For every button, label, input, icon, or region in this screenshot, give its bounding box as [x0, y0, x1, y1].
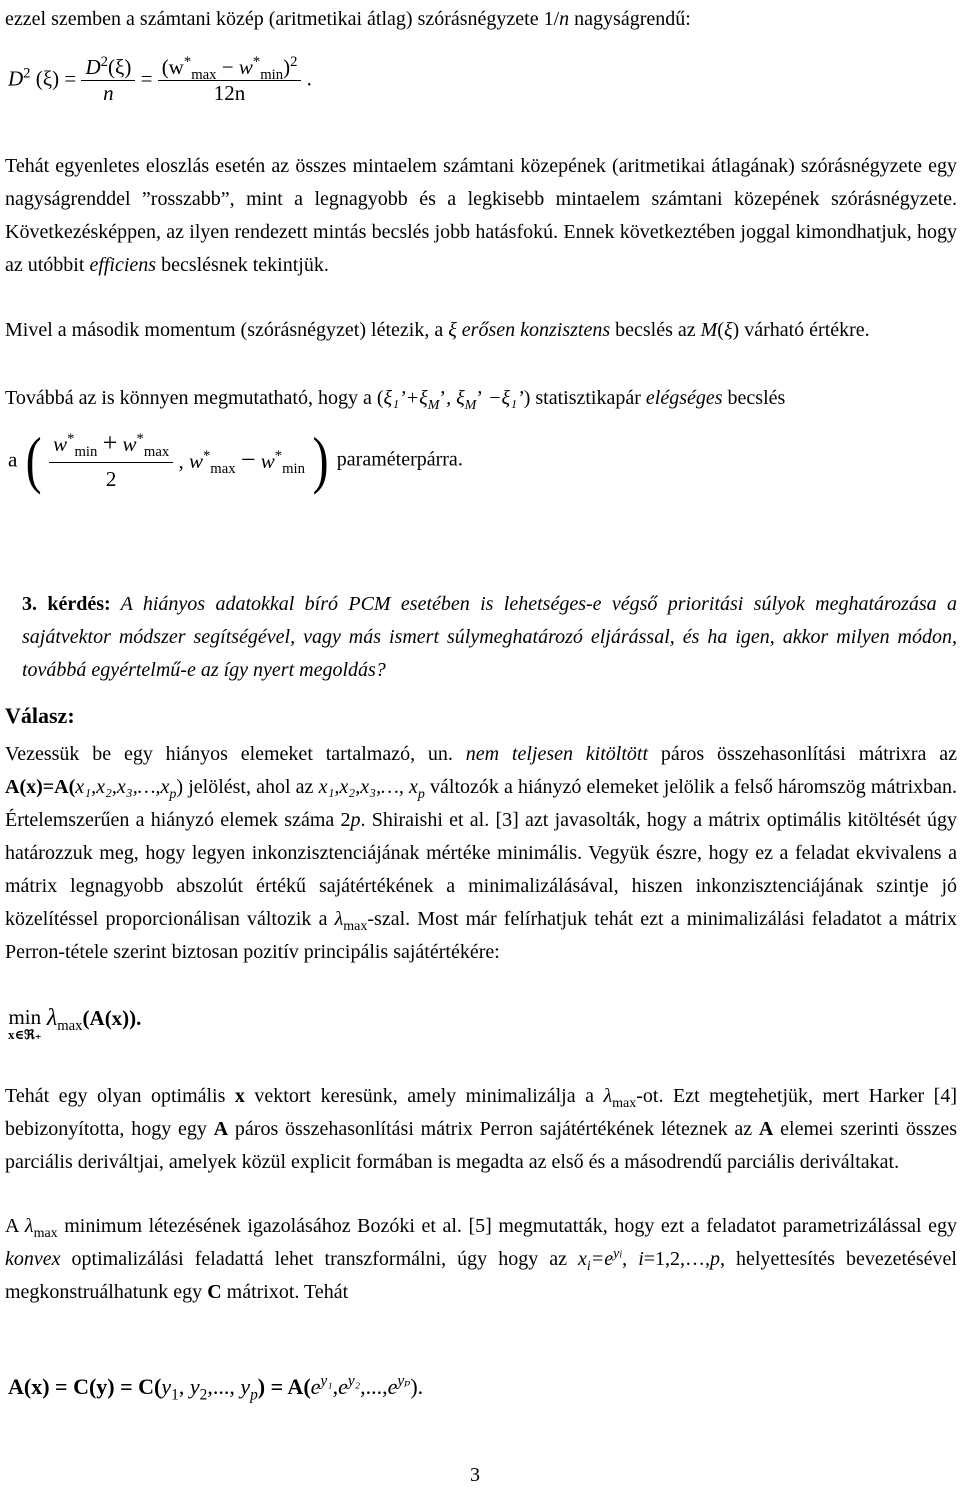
eq4-sup-2: y₂: [347, 1372, 361, 1390]
equation-parameter-pair: [8, 424, 463, 518]
page-number: 3: [470, 1464, 480, 1486]
eq1-lhs-exp: 2: [23, 65, 31, 82]
p3-italic: elégséges: [645, 387, 723, 409]
p3-comma: , ξ: [446, 387, 465, 409]
equation-minimization: [8, 1005, 141, 1043]
p4-a: Vezessük be egy hiányos elemeket tartalmazó, un.: [5, 743, 466, 765]
p5-max: max: [612, 1096, 637, 1111]
p6-lambda: λ: [24, 1215, 34, 1237]
p4-max: max: [343, 919, 368, 934]
p5-A: A: [213, 1118, 229, 1140]
eq2-prefix: a: [8, 447, 18, 472]
p4-p3: p: [350, 809, 361, 831]
eq3-lambda: λ: [46, 1005, 58, 1031]
eq4-close: ) = A(: [257, 1374, 311, 1399]
eq3-max: max: [57, 1018, 83, 1035]
paragraph-incomplete-matrix: [5, 738, 957, 969]
p6-g: mátrixot. Tehát: [221, 1281, 349, 1303]
eq1-frac1-exp: 2: [100, 54, 108, 70]
eq1-w: w: [238, 55, 253, 79]
eq4-sub-2: 2: [199, 1386, 208, 1404]
p2-c: (: [717, 319, 724, 341]
eq1-frac2: [158, 55, 302, 106]
p2-xi: ξ: [448, 319, 457, 341]
eq4-y1: y: [161, 1374, 172, 1399]
eq1-star1: *: [183, 54, 192, 70]
eq1-frac2-den: 12n: [158, 80, 302, 106]
intro-n: n: [559, 8, 570, 30]
eq1-equals: =: [140, 66, 153, 91]
p2-a: Mivel a második momentum (szórásnégyzet) létezik, a: [5, 319, 449, 341]
eq1-w-open: (w: [161, 55, 184, 79]
p4-c: ) jelölést, ahol az: [176, 776, 319, 798]
eq1-frac1-num: D: [85, 55, 101, 79]
p3-prime: ’: [439, 387, 447, 409]
eq2-min2: min: [282, 461, 305, 478]
equation-variance: [8, 55, 312, 106]
p5-lambda: λ: [603, 1085, 613, 1107]
p5-a: Tehát egy olyan optimális: [5, 1085, 235, 1107]
p5-b: vektort keresünk, amely minimalizálja a: [244, 1085, 604, 1107]
eq3-min: min: [8, 1005, 42, 1029]
eq1-lhs-arg: (ξ) =: [35, 66, 77, 91]
eq2-minus: −: [240, 445, 256, 474]
p3-M-2: M: [464, 398, 477, 413]
p4-f: -szal. Most már felírhatjuk tehát ezt a minimalizálási feladatot a mátrix Perron-tétele szerint biztosan pozitív principális sajátértékére:: [5, 908, 957, 963]
eq2-w2: w: [122, 432, 137, 456]
eq4-sub-p: p: [250, 1386, 258, 1404]
p6-d: ,: [622, 1248, 639, 1270]
eq4-e2: e: [338, 1374, 348, 1399]
eq1-sub-max: max: [191, 67, 217, 84]
p4-Ax: A(x)=A(: [5, 776, 76, 798]
p3-prime-2: ’: [476, 387, 484, 409]
q3-text: A hiányos adatokkal bíró PCM esetében is lehetséges-e végső prioritási súlyok meghatározása a sajátvektor módszer segítségével, vagy más ismert súlymeghatározó eljárással, és ha igen, akkor milyen módon, továbbá egyértelmű-e az így nyert megoldás?: [22, 593, 957, 681]
paragraph-harker: [5, 1080, 957, 1179]
eq1-lhs: D: [8, 66, 24, 91]
p2-italic: erősen konzisztens: [456, 319, 611, 341]
p6-f: , helyettesítés bevezetésével megkonstruálhatunk egy: [5, 1248, 957, 1303]
paragraph-sufficiency: [5, 382, 957, 415]
p6-xi: x: [578, 1248, 587, 1270]
equation-transformation: $A(x) = C(y) = C(y_1$, $y_2$,..., $y_p) = A(e^{y_1},e^{y_2},...,e^{y_p})$.: [8, 1372, 424, 1404]
eq4-lhs: A(x) = C(y) = C(: [8, 1374, 162, 1399]
eq4-end: ).: [410, 1374, 424, 1399]
p5-c: -ot. Ezt megtehetjük, mert Harker [4] bebizonyította, hogy egy: [5, 1085, 957, 1140]
p6-i2: i: [638, 1248, 644, 1270]
eq4-comma: ,: [178, 1374, 190, 1399]
eq1-frac1: [81, 55, 135, 106]
p6-b: minimum létezésének igazolásához Bozóki et al. [5] megmutatták, hogy ezt a feladatot parametrizálással egy: [57, 1215, 957, 1237]
eq2-w4: w: [260, 449, 275, 473]
eq2-den: 2: [49, 462, 173, 492]
p3-a: Továbbá az is könnyen megmutatható, hogy a (: [5, 387, 384, 409]
p6-a: A: [5, 1215, 25, 1237]
p6-i: i: [586, 1259, 591, 1274]
p6-p: p: [710, 1248, 721, 1270]
question-3: [22, 588, 957, 687]
p4-p2: p: [417, 787, 425, 802]
p2-b: becslés az: [610, 319, 701, 341]
p4-lambda: λ: [334, 908, 344, 930]
eq4-sup-1: y₁: [320, 1372, 333, 1390]
eq3-sub: x∈ℜ₊: [8, 1027, 42, 1042]
p5-e: elemei szerinti összes parciális deriváltjai, amelyek közül explicit formában is megadta az első és a másodrendű parciális deriváltakat.: [5, 1118, 957, 1173]
p4-p: p: [169, 787, 177, 802]
eq4-e1: e: [310, 1374, 321, 1399]
eq4-sub-1: 1: [171, 1386, 179, 1404]
intro-text: ezzel szemben a számtani közép (aritmetikai átlag) szórásnégyzete 1/: [5, 8, 560, 30]
eq2-star3: *: [202, 448, 211, 464]
eq2-max: max: [143, 444, 170, 461]
p4-vars2: x₁,x₂,x₃,…, x: [318, 776, 418, 798]
answer-heading: Válasz:: [5, 703, 75, 728]
p6-y: y: [613, 1246, 620, 1262]
eq3-arg: (A(x)).: [82, 1006, 142, 1030]
eq2-w3: w: [188, 449, 203, 473]
p3-c: becslés: [722, 387, 786, 409]
p6-c: optimalizálási feladattá lehet transzformálni, úgy hogy az: [60, 1248, 578, 1270]
eq1-close: ): [283, 55, 291, 79]
eq4-sup-p: yₚ: [397, 1372, 411, 1390]
eq1-end: .: [306, 66, 312, 91]
eq4-y2: y: [189, 1374, 200, 1399]
p2-M: M: [700, 319, 718, 341]
eq1-exp2: 2: [290, 54, 298, 70]
eq1-minus: −: [221, 55, 234, 79]
p3-formula: ξ₁’+ξ: [383, 387, 428, 409]
p3-b: ) statisztikapár: [523, 387, 646, 409]
p6-italic: konvex: [5, 1248, 61, 1270]
p6-e: =1,2,…,: [643, 1248, 711, 1270]
p4-italic: nem teljesen kitöltött: [465, 743, 649, 765]
p3-M: M: [427, 398, 440, 413]
p5-d: páros összehasonlítási mátrix Perron sajátértékének léteznek az: [228, 1118, 759, 1140]
eq1-frac1-den: n: [81, 80, 135, 106]
p5-x: x: [234, 1085, 245, 1107]
eq2-star4: *: [274, 448, 283, 464]
eq4-ep: e: [387, 1374, 398, 1399]
paragraph-bozoki: [5, 1210, 957, 1309]
p5-A2: A: [758, 1118, 774, 1140]
eq2-w1: w: [53, 432, 68, 456]
eq1-frac1-arg: (ξ): [107, 55, 132, 79]
eq4-yp: y: [240, 1374, 251, 1399]
eq2-comma: ,: [178, 449, 184, 473]
p4-e: . Shiraishi et al. [3] azt javasolták, hogy a mátrix optimális kitöltését úgy határozzuk meg, hogy legyen inkonzisztenciájának mértéke minimális. Vegyük észre, hogy ez a feladat ekvivalens a mátrix legnagyobb abszolút értékű sajátértékének a minimalizálásával, hiszen inkonzisztenciájának szintje jó közelítéssel proporcionálisan változik a: [5, 809, 958, 930]
eq2-plus: +: [102, 428, 118, 457]
paragraph-consistency: [5, 314, 957, 347]
eq2-frac: [49, 428, 173, 492]
eq1-sub-min: min: [260, 67, 284, 84]
p6-C: C: [207, 1281, 222, 1303]
p4-vars: x₁,x₂,x₃,…,x: [75, 776, 170, 798]
eq2-paren-open: (: [25, 424, 42, 495]
p4-b: páros összehasonlítási mátrixra az: [648, 743, 958, 765]
eq2-paren-close: ): [312, 424, 329, 495]
eq2-star2: *: [136, 431, 144, 447]
p6-eq: =e: [590, 1248, 614, 1270]
p2-d: ) várható értékre.: [732, 319, 870, 341]
p6-i-sup: i: [619, 1249, 623, 1261]
p3-minus: −ξ₁’: [483, 387, 524, 409]
eq2-suffix: paraméterpárra.: [336, 448, 463, 471]
p2-xi-2: ξ: [723, 319, 733, 341]
eq2-max2: max: [210, 461, 236, 478]
p1-italic: efficiens: [89, 254, 157, 276]
eq2-min: min: [74, 444, 98, 461]
paragraph-efficiency: [5, 150, 957, 282]
intro-text-end: nagyságrendű:: [569, 8, 691, 30]
q3-label: 3. kérdés:: [22, 593, 111, 615]
eq2-star1: *: [67, 431, 75, 447]
eq4-dots: ,...,: [207, 1374, 241, 1399]
p1-text: Tehát egyenletes eloszlás esetén az összes mintaelem számtani közepének (aritmetikai átlagának) szórásnégyzete egy nagyságrenddel ”rosszabb”, mint a legnagyobb és a legkisebb mintaelem számtani közepének szórásnégyzete. Következésképpen, az ilyen rendezett mintás becslés jobb hatásfokú. Ennek következtében joggal kimondhatjuk, hogy az utóbbit: [5, 155, 957, 276]
eq1-star2: *: [252, 54, 261, 70]
p4-d: változók a hiányzó elemeket jelölik a felső háromszög mátrixban. Értelemszerűen a hiányzó elemek száma 2: [5, 776, 957, 831]
p1-end: becslésnek tekintjük.: [156, 254, 329, 276]
intro-line: [5, 8, 691, 30]
p6-max: max: [33, 1226, 58, 1241]
